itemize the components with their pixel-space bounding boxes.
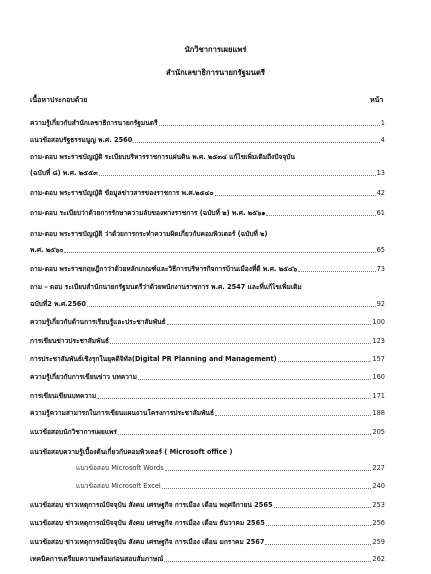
toc-entry-title: ถาม-ตอบ พระราชบัญญัติ ว่าด้วยการกระทำความผิดเกี่ยวกับคอมพิวเตอร์ (ฉบับที่ ๒) bbox=[30, 230, 268, 238]
dot-leader bbox=[159, 125, 380, 126]
dot-leader bbox=[215, 415, 371, 416]
toc-entry bbox=[30, 151, 385, 162]
toc-entry-page: 171 bbox=[372, 392, 385, 400]
toc-entry bbox=[30, 553, 385, 564]
toc-entry-page: 42 bbox=[376, 189, 385, 197]
toc-entry-title: แนวข้อสอบ ข่าวเหตุการณ์ปัจจุบัน สังคม เศรษฐกิจ การเมือง เดือน ธันวาคม 2565 bbox=[30, 519, 265, 527]
toc-entry bbox=[30, 298, 385, 309]
dot-leader bbox=[138, 379, 371, 380]
toc-entry bbox=[30, 517, 385, 528]
toc-entry-title: ถาม-ตอบ พระราชบัญญัติ ระเบียบบริหารราชการแผ่นดิน พ.ศ. ๒๕๓๔ แก้ไขเพิ่มเติมถึงปัจจุบัน bbox=[30, 153, 295, 161]
toc-entry-title: แนวข้อสอบ ข่าวเหตุการณ์ปัจจุบัน สังคม เศรษฐกิจ การเมือง เดือน พฤศจิกายน 2565 bbox=[30, 501, 273, 509]
toc-entry bbox=[30, 426, 385, 437]
toc-entry bbox=[30, 335, 385, 346]
toc-entry-page: 123 bbox=[372, 337, 385, 345]
toc-entry-page: 157 bbox=[372, 355, 385, 363]
toc-entry bbox=[30, 134, 385, 145]
dot-leader bbox=[215, 195, 376, 196]
dot-leader bbox=[64, 252, 375, 253]
toc-entry-title: การเขียนเขียนบทความ bbox=[30, 392, 97, 400]
toc-entry-page: 253 bbox=[372, 501, 385, 509]
toc-entry bbox=[30, 371, 385, 382]
dot-leader bbox=[164, 561, 371, 562]
toc-entry-title: พ.ศ. ๒๕๖๐ bbox=[30, 246, 64, 254]
toc-entry bbox=[30, 353, 385, 364]
toc-entry-title: เทคนิคการเตรียมความพร้อมก่อนสอบสัมภาษณ์ bbox=[30, 555, 164, 563]
toc-entry-title: แนวข้อสอบความรู้เบื้องต้นเกี่ยวกับคอมพิวเตอร์ ( Microsoft office ) bbox=[30, 448, 233, 456]
toc-entry bbox=[30, 228, 385, 239]
dot-leader bbox=[265, 544, 371, 545]
toc-entry-title: ถาม – ตอบ ระเบียบสำนักนายกรัฐมนตรีว่าด้วยพนักงานราชการ พ.ศ. 2547 และที่แก้ไขเพิ่มเติม bbox=[30, 283, 302, 291]
contents-heading: เนื้อหาประกอบด้วย bbox=[30, 96, 88, 104]
toc-entry-title: ความรู้เกี่ยวกับด้านการเรียนรู้และประชาสัมพันธ์ bbox=[30, 318, 166, 326]
dot-leader bbox=[278, 361, 372, 362]
toc-entry bbox=[76, 480, 385, 491]
dot-leader bbox=[298, 271, 375, 272]
toc-entry bbox=[30, 167, 385, 178]
toc-entry-title: แนวข้อสอบนักวิชาการเผยแพร่ bbox=[30, 428, 117, 436]
dot-leader bbox=[99, 175, 376, 176]
dot-leader bbox=[274, 507, 372, 508]
toc-entry bbox=[30, 407, 385, 418]
dot-leader bbox=[266, 525, 372, 526]
dot-leader bbox=[165, 470, 372, 471]
toc-entry-page: 256 bbox=[372, 519, 385, 527]
toc-entry-page: 73 bbox=[376, 265, 385, 273]
toc-entry-page: 100 bbox=[372, 318, 385, 326]
toc-entry-page: 259 bbox=[372, 538, 385, 546]
toc-entry bbox=[30, 187, 385, 198]
document-title: นักวิชาการเผยแพร่ bbox=[184, 45, 247, 54]
toc-entry bbox=[30, 263, 385, 274]
dot-leader bbox=[266, 215, 375, 216]
toc-entry-page: 1 bbox=[380, 119, 385, 127]
toc-entry bbox=[30, 390, 385, 401]
dot-leader bbox=[87, 306, 376, 307]
toc-entry-title: แนวข้อสอบ Microsoft Excel bbox=[76, 482, 161, 490]
toc-entry-page: 4 bbox=[380, 136, 385, 144]
toc-entry-title: ความรู้เกี่ยวกับสำนักเลขาธิการนายกรัฐมนตรี bbox=[30, 119, 158, 127]
toc-entry-page: 205 bbox=[372, 428, 385, 436]
dot-leader bbox=[118, 434, 372, 435]
dot-leader bbox=[110, 343, 371, 344]
toc-entry bbox=[30, 244, 385, 255]
toc-entry-title: (ฉบับที่ ๘) พ.ศ. ๒๕๕๓ bbox=[30, 169, 98, 177]
dot-leader bbox=[167, 324, 372, 325]
toc-entry bbox=[30, 499, 385, 510]
toc-entry bbox=[76, 462, 385, 473]
toc-entry-page: 188 bbox=[372, 409, 385, 417]
toc-entry-page: 13 bbox=[376, 169, 385, 177]
toc-entry bbox=[30, 536, 385, 547]
toc-entry-title: การประชาสัมพันธ์เชิงรุกในยุคดิจิทัล(Digital PR Planning and Management) bbox=[30, 355, 277, 363]
dot-leader bbox=[97, 398, 371, 399]
toc-entry-title: ความรู้เกี่ยวกับการเขียนข่าว บทความ bbox=[30, 373, 137, 381]
toc-entry-page: 240 bbox=[372, 482, 385, 490]
toc-entry bbox=[30, 117, 385, 128]
toc-entry-page: 65 bbox=[376, 246, 385, 254]
toc-entry bbox=[30, 316, 385, 327]
toc-entry-title: ถาม-ตอบ พระราชบัญญัติ ข้อมูลข่าวสารของราชการ พ.ศ.๒๕๔๐ bbox=[30, 189, 214, 197]
toc-entry-title: ความรู้ความสามารถในการเขียนแผนงานโครงการประชาสัมพันธ์ bbox=[30, 409, 214, 417]
toc-entry bbox=[30, 446, 385, 457]
toc-entry-title: การเขียนข่าวประชาสัมพันธ์ bbox=[30, 337, 109, 345]
document-subtitle: สำนักเลขาธิการนายกรัฐมนตรี bbox=[166, 68, 265, 77]
toc-entry-title: ถาม-ตอบ พระราชกฤษฎีกาว่าด้วยหลักเกณฑ์และวิธีการบริหารกิจการบ้านเมืองที่ดี พ.ศ. ๒๕๔๖ bbox=[30, 265, 298, 273]
dot-leader bbox=[162, 488, 372, 489]
toc-entry-title: แนวข้อสอบ ข่าวเหตุการณ์ปัจจุบัน สังคม เศรษฐกิจ การเมือง เดือน มกราคม 2567 bbox=[30, 538, 265, 546]
page-column-heading: หน้า bbox=[370, 96, 384, 104]
dot-leader bbox=[133, 142, 379, 143]
toc-entry-page: 61 bbox=[376, 209, 385, 217]
toc-entry-title: ถาม-ตอบ ระเบียบว่าด้วยการรักษาความลับของทางราชการ (ฉบับที่ ๒) พ.ศ. ๒๕๖๑ bbox=[30, 209, 266, 217]
toc-entry-title: ฉบับที่2 พ.ศ.2560 bbox=[30, 300, 86, 308]
toc-entry-page: 160 bbox=[372, 373, 385, 381]
toc-entry-title: แนวข้อสอบรัฐธรรมนูญ พ.ศ. 2560 bbox=[30, 136, 133, 144]
toc-entry-page: 227 bbox=[372, 464, 385, 472]
toc-entry-title: แนวข้อสอบ Microsoft Words bbox=[76, 464, 164, 472]
toc-entry-page: 92 bbox=[376, 300, 385, 308]
toc-entry-page: 262 bbox=[372, 555, 385, 563]
toc-entry bbox=[30, 281, 385, 292]
toc-entry bbox=[30, 207, 385, 218]
